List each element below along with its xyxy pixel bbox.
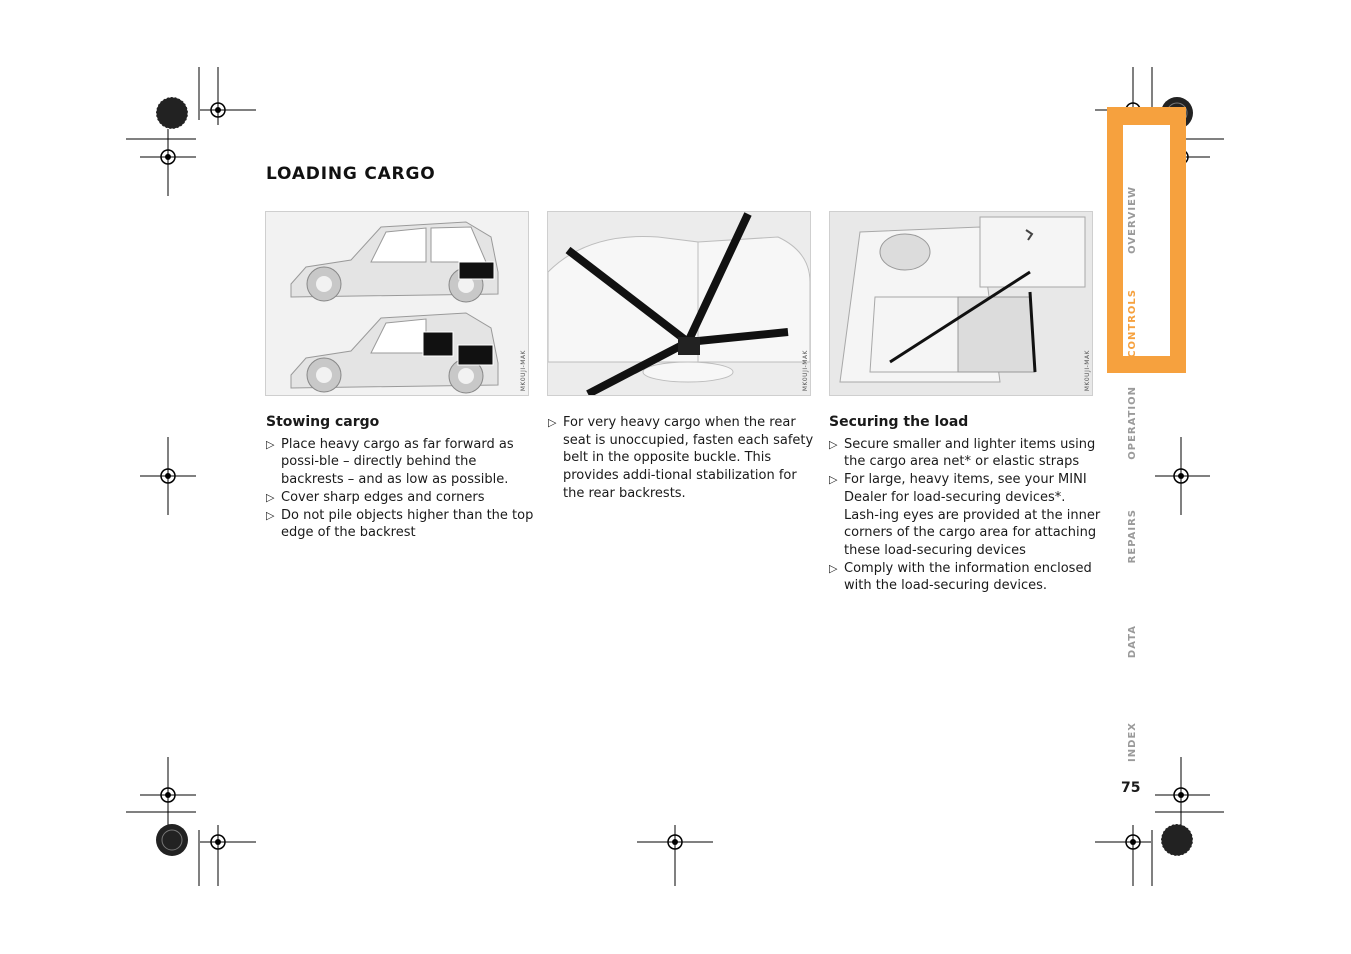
tab-controls[interactable]: CONTROLS bbox=[1127, 289, 1138, 358]
page-number: 75 bbox=[1121, 780, 1141, 796]
securing-load-section bbox=[829, 414, 1101, 595]
list-item-text: Cover sharp edges and corners bbox=[281, 489, 485, 505]
tab-data[interactable]: DATA bbox=[1127, 625, 1138, 659]
bullet-list bbox=[548, 414, 820, 503]
list-item bbox=[266, 436, 538, 489]
tab-index[interactable]: INDEX bbox=[1127, 722, 1138, 762]
car-cargo-illustration bbox=[266, 212, 528, 395]
figure-lashing-eyes bbox=[829, 211, 1093, 396]
tab-overview[interactable]: OVERVIEW bbox=[1127, 186, 1138, 254]
bullet-list bbox=[829, 436, 1101, 595]
cargo-area-illustration bbox=[830, 212, 1092, 395]
list-item-text: Secure smaller and lighter items using the cargo area net* or elastic straps bbox=[844, 436, 1096, 470]
stowing-cargo-section bbox=[266, 414, 538, 542]
bullet-triangle-icon: ▷ bbox=[266, 490, 275, 504]
tab-repairs[interactable]: REPAIRS bbox=[1127, 509, 1138, 564]
list-item bbox=[266, 507, 538, 542]
figure-code: MK0UJI-MAK bbox=[802, 349, 809, 391]
bullet-triangle-icon: ▷ bbox=[829, 561, 838, 575]
figure-code: MK0UJI-MAK bbox=[1084, 349, 1091, 391]
page-title: LOADING CARGO bbox=[266, 164, 436, 184]
bullet-triangle-icon: ▷ bbox=[266, 437, 275, 451]
section-heading: Securing the load bbox=[829, 414, 969, 430]
section-heading: Stowing cargo bbox=[266, 414, 380, 430]
list-item-text: Do not pile objects higher than the top edge of the backrest bbox=[281, 507, 534, 541]
list-item bbox=[829, 560, 1101, 595]
bullet-list bbox=[266, 436, 538, 542]
bullet-triangle-icon: ▷ bbox=[829, 437, 838, 451]
list-item bbox=[829, 436, 1101, 471]
list-item bbox=[829, 471, 1101, 560]
heavy-cargo-section bbox=[548, 414, 820, 503]
tab-operation[interactable]: OPERATION bbox=[1127, 386, 1138, 460]
figure-cargo-placement bbox=[265, 211, 529, 396]
figure-crossed-belts bbox=[547, 211, 811, 396]
list-item-text: Place heavy cargo as far forward as possi-ble – directly behind the backrests – and as low as possible. bbox=[281, 436, 514, 488]
bullet-triangle-icon: ▷ bbox=[829, 473, 838, 487]
list-item bbox=[548, 414, 820, 503]
list-item-text: For large, heavy items, see your MINI Dealer for load-securing devices*. Lash-ing eyes are provided at the inner corners of the cargo area for attaching these load-securing devices bbox=[844, 472, 1101, 558]
bullet-triangle-icon: ▷ bbox=[548, 416, 557, 429]
crossed-belts-illustration bbox=[548, 212, 810, 395]
list-item-text: For very heavy cargo when the rear seat is unoccupied, fasten each safety belt in the opposite buckle. This provides addi-tional stabilization for the rear backrests. bbox=[563, 415, 814, 501]
list-item-text: Comply with the information enclosed with the load-securing devices. bbox=[844, 560, 1092, 594]
bullet-triangle-icon: ▷ bbox=[266, 508, 275, 522]
list-item bbox=[266, 489, 538, 507]
figure-code: MK0UJI-MAK bbox=[520, 349, 527, 391]
